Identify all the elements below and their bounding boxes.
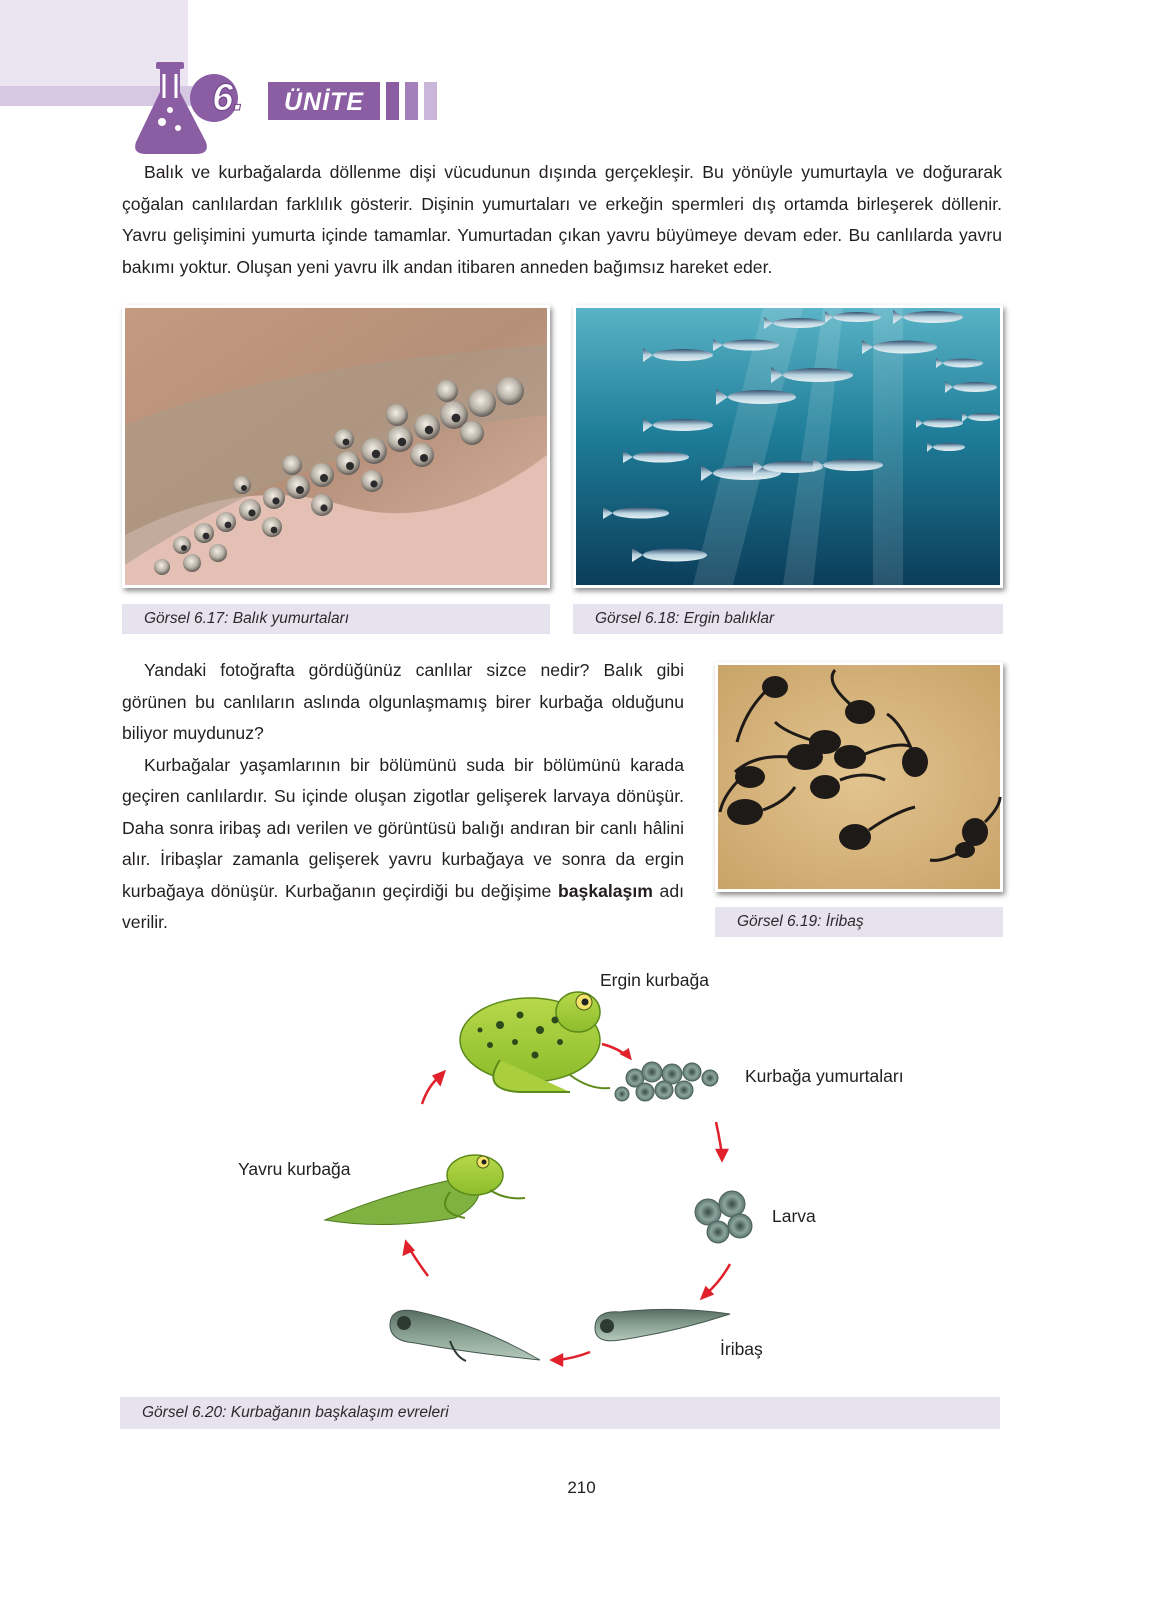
fish-eggs-photo (122, 305, 550, 588)
body-paragraph-2: Kurbağalar yaşamlarının bir bölümünü suda bir bölümünü karada geçiren canlılardır. Su içinde oluşan zigotlar gelişerek larvaya dönüşür. Daha sonra iribaş adı verilen ve görüntüsü balığı andıran bir canlı hâlini alır. İribaşlar zamanla gelişerek yavru kurbağaya ve sonra da ergin kurbağaya dönüşür. Kurbağanın geçirdiği bu değişime başkalaşım adı verilir. (122, 754, 684, 932)
larva (695, 1191, 752, 1243)
caption-fig-6-20: Görsel 6.20: Kurbağanın başkalaşım evreleri (120, 1397, 1000, 1429)
header-stripe (386, 82, 399, 120)
label-larva: Larva (772, 1206, 816, 1226)
header-stripe (424, 82, 437, 120)
tadpole-with-legs (390, 1310, 540, 1361)
tadpoles-photo (715, 662, 1003, 892)
header-stripe (405, 82, 418, 120)
unit-label: ÜNİTE (268, 82, 380, 120)
adult-fish-photo (573, 305, 1003, 588)
unit-number: 6. (212, 77, 244, 119)
caption-fig-6-18: Görsel 6.18: Ergin balıklar (573, 604, 1003, 634)
lifecycle-diagram (238, 960, 904, 1380)
body-paragraph-1: Yandaki fotoğrafta gördüğünüz canlılar sizce nedir? Balık gibi görünen bu canlıların aslında olgunlaşmamış birer kurbağa olduğunu biliyor muydunuz? (122, 660, 684, 743)
caption-fig-6-19: Görsel 6.19: İribaş (715, 907, 1003, 937)
froglet (325, 1155, 525, 1225)
label-tadpole: İribaş (720, 1339, 763, 1359)
page-number: 210 (567, 1478, 596, 1497)
adult-frog (460, 992, 610, 1092)
label-adult-frog: Ergin kurbağa (600, 970, 709, 990)
body-text (122, 655, 684, 939)
term-baskalasim: başkalaşım (558, 880, 653, 901)
intro-paragraph: Balık ve kurbağalarda döllenme dişi vücudunun dışında gerçekleşir. Bu yönüyle yumurtayla ve doğurarak çoğalan canlılardan farklılık gösterir. Dişinin yumurtaları ve erkeğin spermleri dış ortamda birleşerek döllenir. Yavru gelişimini yumurta içinde tamamlar. Yumurtadan çıkan yavru büyümeye devam eder. Bu canlılarda yavru bakımı yoktur. Oluşan yeni yavru ilk andan itibaren anneden bağımsız hareket eder. (122, 162, 1002, 277)
caption-fig-6-17: Görsel 6.17: Balık yumurtaları (122, 604, 550, 634)
label-eggs: Kurbağa yumurtaları (745, 1066, 904, 1086)
label-froglet: Yavru kurbağa (238, 1159, 351, 1179)
frog-eggs (615, 1062, 718, 1101)
tadpole (595, 1309, 730, 1340)
